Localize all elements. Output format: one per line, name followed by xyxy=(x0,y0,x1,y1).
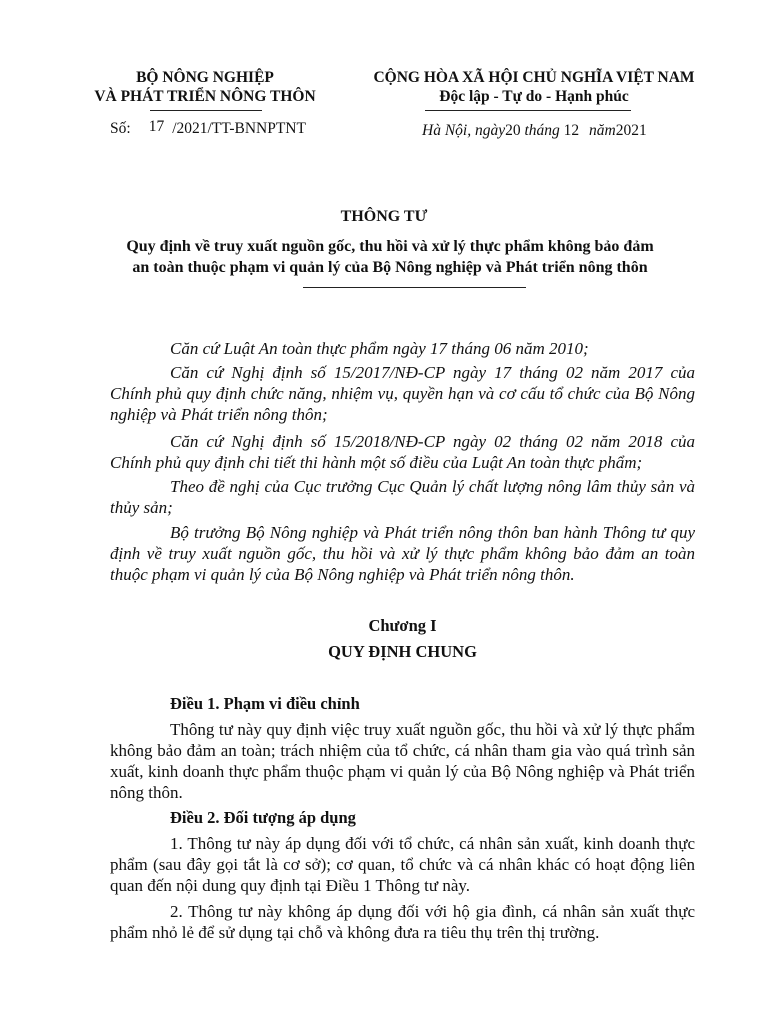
article-heading: Điều 1. Phạm vi điều chỉnh xyxy=(170,694,360,713)
number-value: 17 xyxy=(148,118,165,135)
national-heading-block xyxy=(340,68,728,106)
preamble-paragraph: Bộ trưởng Bộ Nông nghiệp và Phát triển nông thôn ban hành Thông tư quy định về truy xuất nguồn gốc, thu hồi và xử lý thực phẩm không bảo đảm an toàn thuộc phạm vi quản lý của Bộ Nông nghiệp và Phát triển nông thôn. xyxy=(110,523,695,584)
date-day: 20 xyxy=(505,122,521,139)
document-title-line2: an toàn thuộc phạm vi quản lý của Bộ Nông nghiệp và Phát triển nông thôn xyxy=(132,259,648,276)
preamble-paragraph: Căn cứ Nghị định số 15/2017/NĐ-CP ngày 17 tháng 02 năm 2017 của Chính phủ quy định chức năng, nhiệm vụ, quyền hạn và cơ cấu tổ chức của Bộ Nông nghiệp và Phát triển nông thôn; xyxy=(110,363,695,424)
chapter-number: Chương I xyxy=(368,616,437,635)
motto-underline xyxy=(425,110,631,111)
document-title-line1: Quy định về truy xuất nguồn gốc, thu hồi và xử lý thực phẩm không bảo đảm xyxy=(126,238,654,255)
preamble-paragraph: Căn cứ Nghị định số 15/2018/NĐ-CP ngày 02 tháng 02 năm 2018 của Chính phủ quy định chi tiết thi hành một số điều của Luật An toàn thực phẩm; xyxy=(110,432,695,472)
place-date xyxy=(422,122,647,140)
article-heading: Điều 2. Đối tượng áp dụng xyxy=(170,808,356,827)
month-label: tháng xyxy=(524,122,560,139)
republic-name: CỘNG HÒA XÃ HỘI CHỦ NGHĨA VIỆT NAM xyxy=(373,69,695,86)
preamble-paragraph: Theo đề nghị của Cục trưởng Cục Quản lý chất lượng nông lâm thủy sản và thủy sản; xyxy=(110,477,695,517)
article-paragraph: Thông tư này quy định việc truy xuất nguồn gốc, thu hồi và xử lý thực phẩm không bảo đảm an toàn; trách nhiệm của tổ chức, cá nhân tham gia vào quá trình sản xuất, kinh doanh thực phẩm thuộc phạm vi quản lý của Bộ Nông nghiệp và Phát triển nông thôn. xyxy=(110,720,695,802)
place-date-prefix: Hà Nội, ngày xyxy=(422,122,506,139)
year-label: năm xyxy=(589,122,616,139)
national-motto: Độc lập - Tự do - Hạnh phúc xyxy=(439,88,629,105)
number-suffix: /2021/TT-BNNPTNT xyxy=(172,120,306,137)
document-title xyxy=(100,236,680,278)
ministry-name-line1: BỘ NÔNG NGHIỆP xyxy=(136,69,274,86)
number-label: Số: xyxy=(110,120,131,137)
article-paragraph: 2. Thông tư này không áp dụng đối với hộ gia đình, cá nhân sản xuất thực phẩm nhỏ lẻ để sử dụng tại chỗ và không đưa ra tiêu thụ trên thị trường. xyxy=(110,902,695,942)
ministry-name-line2: VÀ PHÁT TRIỂN NÔNG THÔN xyxy=(94,88,316,105)
document-type: THÔNG TƯ xyxy=(340,208,428,225)
ministry-block xyxy=(60,68,350,106)
chapter-title: QUY ĐỊNH CHUNG xyxy=(328,642,477,661)
date-year: 2021 xyxy=(615,122,647,139)
preamble-paragraph: Căn cứ Luật An toàn thực phẩm ngày 17 tháng 06 năm 2010; xyxy=(170,339,589,358)
ministry-underline xyxy=(150,110,262,111)
title-underline xyxy=(303,287,526,288)
document-number xyxy=(110,120,306,138)
article-paragraph: 1. Thông tư này áp dụng đối với tổ chức, cá nhân sản xuất, kinh doanh thực phẩm (sau đây gọi tắt là cơ sở); cơ quan, tổ chức và cá nhân khác có hoạt động liên quan đến nội dung quy định tại Điều 1 Thông tư này. xyxy=(110,834,695,895)
date-month: 12 xyxy=(563,122,580,139)
